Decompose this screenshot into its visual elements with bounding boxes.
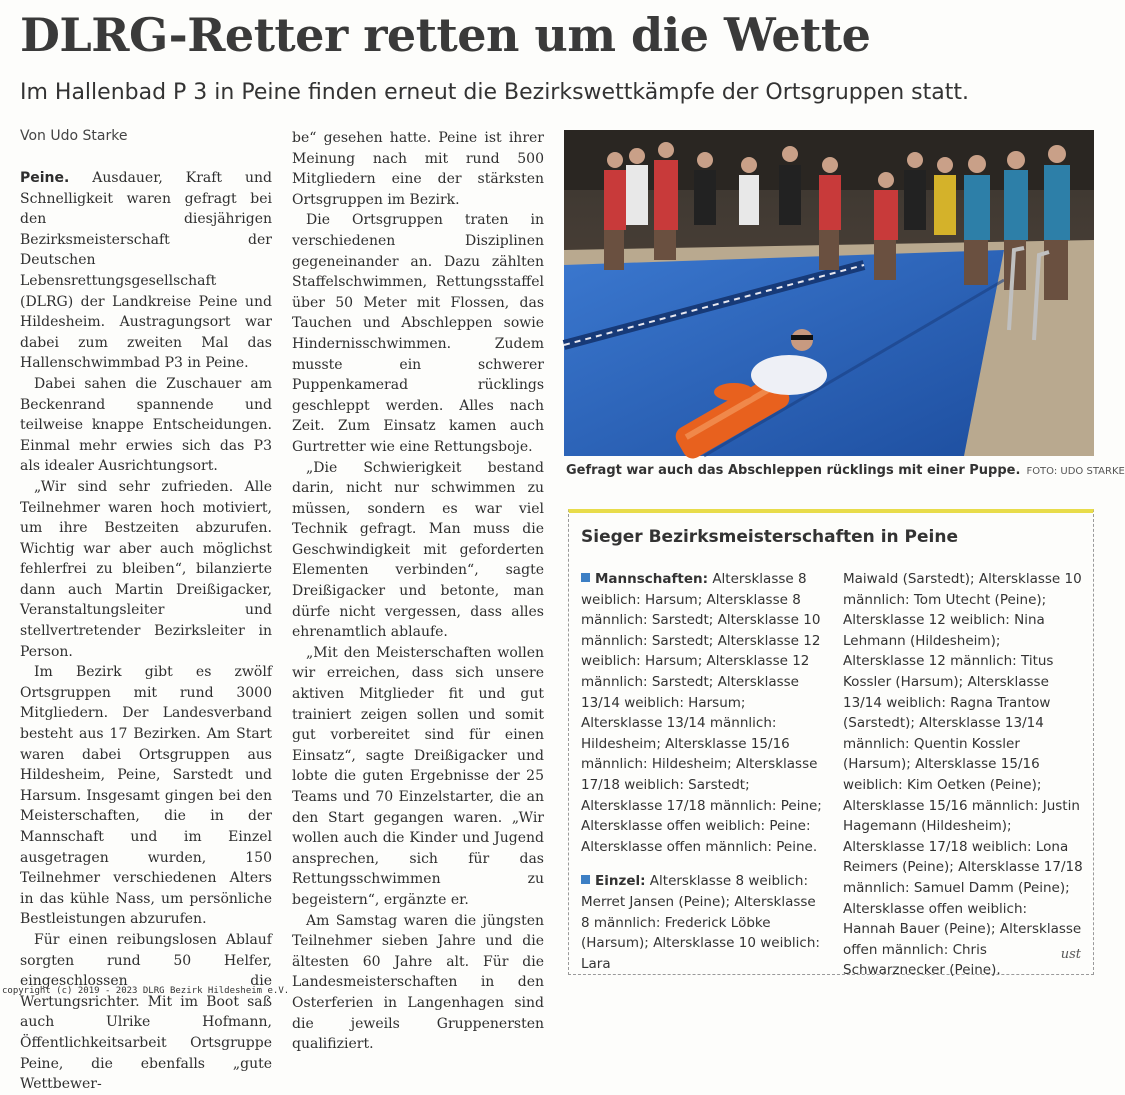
article-paragraph: Am Samstag waren die jüngsten Teilnehmer sieben Jahre und die ältesten 60 Jahre alt. Für die Landesmeisterschaften in den Osterferien in Langenhagen sind die jeweils Gruppenersten qualifiziert. — [292, 912, 544, 1053]
results-teams — [581, 569, 823, 857]
pool-rescue-photo — [564, 130, 1094, 456]
photo-credit: FOTO: UDO STARKE — [1026, 466, 1125, 477]
news-photo — [564, 130, 1094, 456]
article-paragraph: Für einen reibungslosen Ablauf sorgten rund 50 Helfer, eingeschlossen die Wertungsrichter. Mit im Boot saß auch Ulrike Hofmann, Öffentlichkeitsarbeit Ortsgruppe Peine, die ebenfalls „gute Wettbewer- — [20, 931, 272, 1093]
headline: DLRG-Retter retten um die Wette — [20, 8, 871, 62]
article-paragraph: be“ gesehen hatte. Peine ist ihrer Meinung nach mit rund 500 Mitgliedern eine der stärksten Ortsgruppen im Bezirk. — [292, 130, 544, 208]
byline: Von Udo Starke — [20, 128, 128, 144]
author-initials: ust — [1060, 947, 1081, 962]
article-paragraph: „Mit den Meisterschaften wollen wir erreichen, dass sich unsere aktiven Mitglieder fit und gut trainiert zeigen sollen und somit gut vorbereitet sind für einen Einsatz“, sagte Dreißigacker und lobte die guten Ergebnisse der 25 Teams und 70 Einzelstarter, die an den Start gegangen waren. „Wir wollen auch die Kinder und Jugend ansprechen, sich für das Rettungsschwimmen zu begeistern“, ergänzte er. — [292, 644, 544, 908]
single-results-continued: Maiwald (Sarstedt); Altersklasse 10 männlich: Tom Utecht (Peine); Altersklasse 12 weiblich: Nina Lehmann (Hildesheim); Altersklasse 12 männlich: Titus Kossler (Harsum); Altersklasse 13/14 weiblich: Ragna Trantow (Sarstedt); Altersklasse 13/14 männlich: Quentin Kossler (Harsum); Altersklasse 15/16 weiblich: Kim Oetken (Peine); Altersklasse 15/16 männlich: Justin Hagemann (Hildesheim); Altersklasse 17/18 weiblich: Lona Reimers (Peine); Altersklasse 17/18 männlich: Samuel Damm (Peine); Altersklasse offen weiblich: Hannah Bauer (Peine); Altersklasse offen männlich: Chris Schwarznecker (Peine). — [843, 571, 1083, 979]
results-column-right — [843, 569, 1083, 995]
category-label: Mannschaften: — [595, 571, 709, 587]
results-column-left — [581, 569, 823, 988]
article-paragraph: Die Ortsgruppen traten in verschiedenen Disziplinen gegeneinander an. Dazu zählten Staffelschwimmen, Rettungsstaffel über 50 Meter mit Flossen, das Tauchen und Abschleppen sowie Hindernisschwimmen. Zudem musste ein schwerer Puppenkamerad rücklings geschleppt werden. Alles nach Zeit. Zum Einsatz kamen auch Gurtretter wie eine Rettungsboje. — [292, 212, 544, 455]
blue-square-bullet-icon — [581, 875, 590, 884]
subheadline: Im Hallenbad P 3 in Peine finden erneut die Bezirkswettkämpfe der Ortsgruppen statt. — [20, 80, 969, 105]
article-column-2 — [292, 128, 544, 1055]
article-paragraph: Im Bezirk gibt es zwölf Ortsgruppen mit rund 3000 Mitgliedern. Der Landesverband besteht aus 17 Bezirken. Am Start waren dabei Ortsgruppen aus Hildesheim, Peine, Sarstedt und Harsum. Insgesamt gingen bei den Meisterschaften, die in der Mannschaft und im Einzel ausgetragen wurden, 150 Teilnehmer verschiedenen Alters in das kühle Nass, um persönliche Bestleistungen abzurufen. — [20, 664, 272, 928]
single-results-text: Altersklasse 8 weiblich: Merret Jansen (Peine); Altersklasse 8 männlich: Frederick Löbke (Harsum); Altersklasse 10 weiblich: Lara — [581, 873, 820, 972]
copyright-notice: copyright (c) 2019 - 2023 DLRG Bezirk Hildesheim e.V. — [2, 986, 290, 996]
dateline: Peine. — [20, 170, 70, 186]
photo-caption — [566, 463, 1125, 478]
paragraph-text: Ausdauer, Kraft und Schnelligkeit waren gefragt bei den diesjährigen Bezirksmeisterschaft der Deutschen Lebensrettungsgesellschaft (DLRG) der Landkreise Peine und Hildesheim. Austragungsort war dabei zum zweiten Mal das Hallenschwimmbad P3 in Peine. — [20, 170, 272, 372]
article-paragraph: „Wir sind sehr zufrieden. Alle Teilnehmer waren hoch motiviert, um ihre Bestzeiten abzurufen. Wichtig war aber auch möglichst fehlerfrei zu bleiben“, bilanzierte dann auch Martin Dreißigacker, Veranstaltungsleiter und stellvertretender Bezirksleiter in Person. — [20, 478, 272, 660]
caption-text: Gefragt war auch das Abschleppen rücklings mit einer Puppe. — [566, 463, 1021, 478]
article-paragraph: Dabei sahen die Zuschauer am Beckenrand spannende und teilweise knappe Entscheidungen. Einmal mehr erwies sich das P3 als idealer Ausrichtungsort. — [20, 375, 272, 475]
results-single — [581, 871, 823, 974]
blue-square-bullet-icon — [581, 573, 590, 582]
teams-results-text: Altersklasse 8 weiblich: Harsum; Altersklasse 8 männlich: Sarstedt; Altersklasse 10 männlich: Sarstedt; Altersklasse 12 weiblich: Harsum; Altersklasse 12 männlich: Sarstedt; Altersklasse 13/14 weiblich: Harsum; Altersklasse 13/14 männlich: Hildesheim; Altersklasse 15/16 männlich: Hildesheim; Altersklasse 17/18 weiblich: Sarstedt; Altersklasse 17/18 männlich: Peine; Altersklasse offen weiblich: Peine: Altersklasse offen männlich: Peine. — [581, 571, 822, 855]
results-box-title: Sieger Bezirksmeisterschaften in Peine — [581, 527, 958, 547]
category-label: Einzel: — [595, 873, 646, 890]
article-paragraph: „Die Schwierigkeit bestand darin, nicht nur schwimmen zu müssen, sondern es war viel Technik gefragt. Man muss die Geschwindigkeit mit geforderten Elementen verbinden“, sagte Dreißigacker und betonte, man dürfe nicht vergessen, dass alles ehrenamtlich ablaufe. — [292, 459, 544, 641]
results-box — [568, 509, 1094, 979]
article-column-1 — [20, 168, 272, 1095]
article-paragraph — [20, 168, 272, 374]
